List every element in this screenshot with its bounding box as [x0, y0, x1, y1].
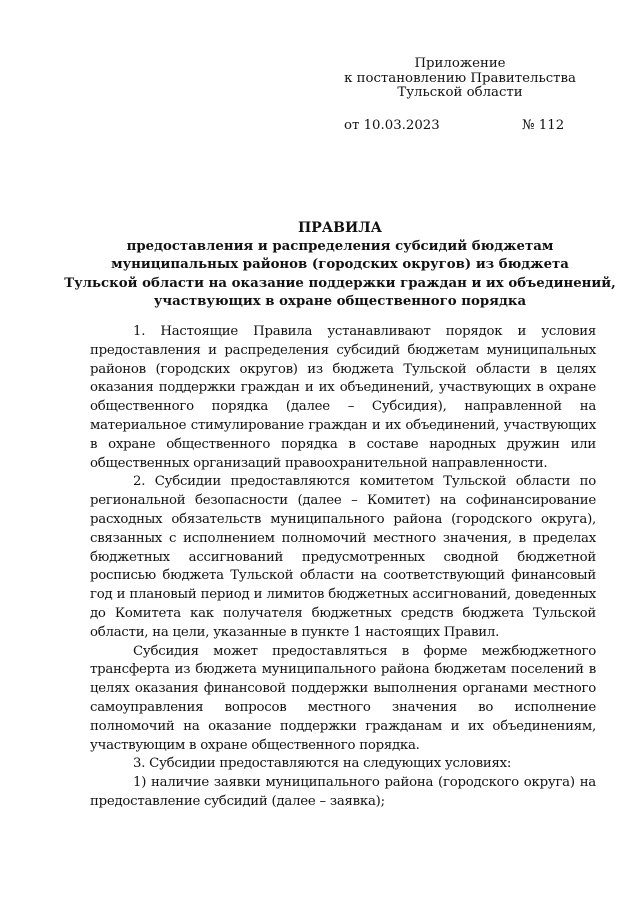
- title-line: муниципальных районов (городских округов) из бюджета: [111, 257, 569, 272]
- appendix-region: Тульской области: [397, 85, 523, 100]
- document-date: от 10.03.2023: [344, 118, 440, 133]
- document-body: [90, 323, 596, 812]
- appendix-resolution: к постановлению Правительства: [344, 70, 576, 86]
- title-heading: ПРАВИЛА: [298, 220, 382, 236]
- appendix-header: [330, 57, 590, 101]
- document-title: [60, 219, 620, 312]
- paragraph: 3. Субсидии предоставляются на следующих условиях:: [133, 756, 512, 772]
- paragraph: 1) наличие заявки муниципального района (городского округа) на предоставление субсидий (далее – заявка);: [90, 775, 596, 809]
- document-number: № 112: [522, 118, 565, 133]
- paragraph: 2. Субсидии предоставляются комитетом Тульской области по региональной безопасности (далее – Комитет) на софинансирование расходных обязательств муниципального района (городского округа), связанных с исполнением полномочий местного значения, в пределах бюджетных ассигнований предусмотренных сводной бюджетной росписью бюджета Тульской области на соответствующий финансовый год и плановый период и лимитов бюджетных ассигнований, доведенных до Комитета как получателя бюджетных средств бюджета Тульской области, на цели, указанные в пункте 1 настоящих Правил.: [90, 474, 596, 640]
- paragraph: 1. Настоящие Правила устанавливают порядок и условия предоставления и распределения субсидий бюджетам муниципальных районов (городских округов) из бюджета Тульской области в целях оказания поддержки граждан и их объединений, участвующих в охране общественного порядка (далее – Субсидия), направленной на материальное стимулирование граждан и их объединений, участвующих в охране общественного порядка в составе народных дружин или общественных организаций правоохранительной направленности.: [90, 324, 596, 471]
- title-line: участвующих в охране общественного порядка: [153, 294, 527, 309]
- paragraph: Субсидия может предоставляться в форме межбюджетного трансферта из бюджета муниципального района бюджетам поселений в целях оказания финансовой поддержки выполнения органами местного самоуправления вопросов местного значения во исполнение полномочий на оказание поддержки гражданам и их объединениям, участвующим в охране общественного порядка.: [90, 643, 596, 753]
- title-line: Тульской области на оказание поддержки граждан и их объединений,: [64, 275, 616, 291]
- title-line: предоставления и распределения субсидий бюджетам: [126, 238, 554, 254]
- appendix-label: Приложение: [414, 56, 506, 71]
